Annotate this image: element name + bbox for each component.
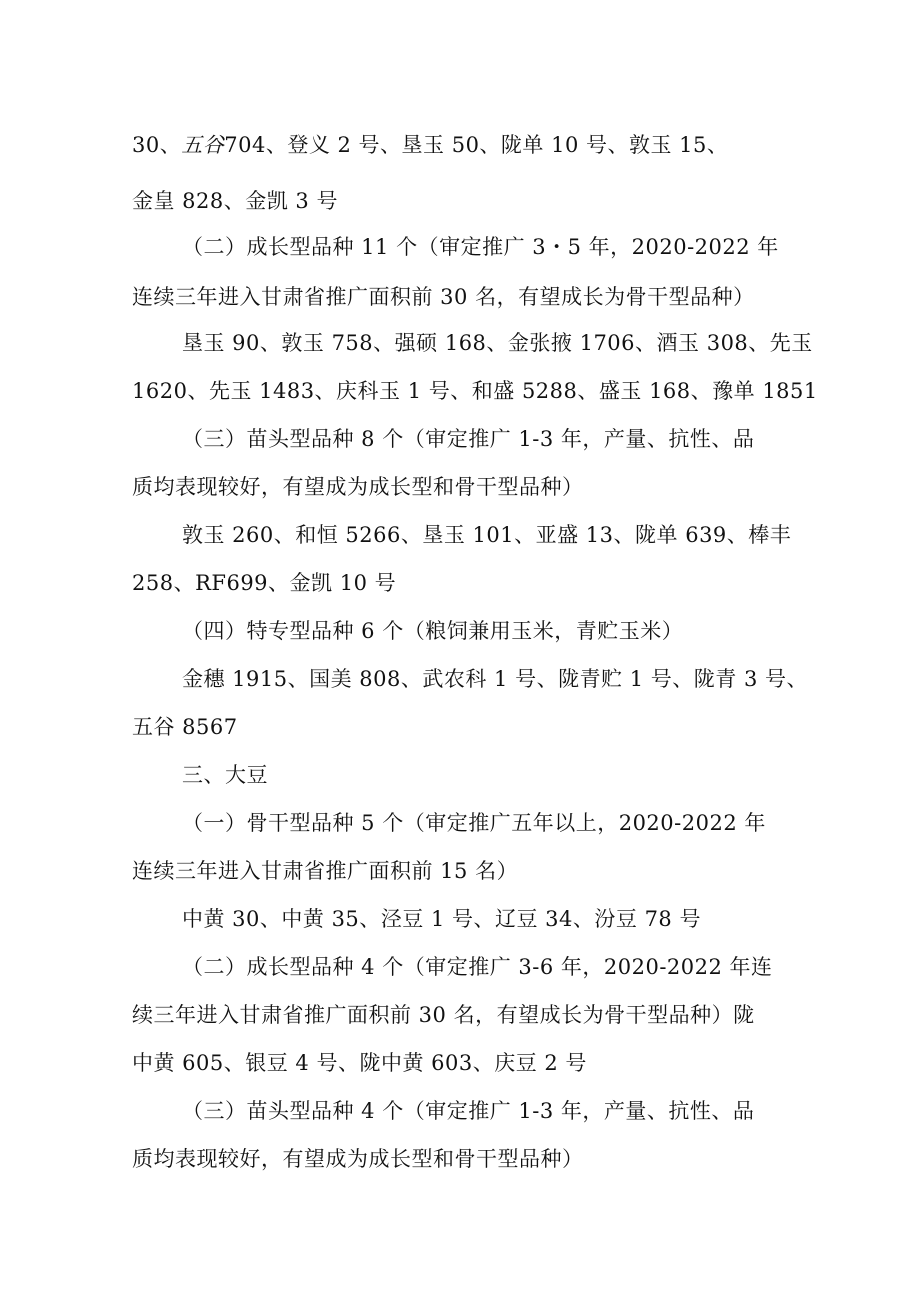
- text-line: [132, 130, 728, 160]
- text-line: 258、RF699、金凯 10 号: [132, 571, 397, 595]
- text-line: 质均表现较好，有望成为成长型和骨干型品种）: [132, 1147, 584, 1171]
- text-line: 连续三年进入甘肃省推广面积前 30 名，有望成长为骨干型品种）: [132, 285, 755, 309]
- text-line: 续三年进入甘肃省推广面积前 30 名，有望成长为骨干型品种）陇: [132, 1003, 755, 1027]
- text-line: 五谷 8567: [132, 715, 238, 739]
- italic-text-segment: 五谷: [181, 133, 225, 157]
- text-line: 质均表现较好，有望成为成长型和骨干型品种）: [132, 475, 584, 499]
- text-segment: 704、登义 2 号、垦玉 50、陇单 10 号、敦玉 15、: [224, 133, 729, 157]
- text-line: 金穗 1915、国美 808、武农科 1 号、陇青贮 1 号、陇青 3 号、: [182, 667, 809, 691]
- text-line: 敦玉 260、和恒 5266、垦玉 101、亚盛 13、陇单 639、棒丰: [182, 523, 792, 547]
- text-line: 金皇 828、金凯 3 号: [132, 189, 338, 213]
- text-line: 垦玉 90、敦玉 758、强硕 168、金张掖 1706、酒玉 308、先玉: [182, 331, 813, 355]
- section-heading: （一）骨干型品种 5 个（审定推广五年以上，2020-2022 年: [182, 811, 766, 835]
- text-line: 中黄 30、中黄 35、泾豆 1 号、辽豆 34、汾豆 78 号: [182, 907, 701, 931]
- text-line: 中黄 605、银豆 4 号、陇中黄 603、庆豆 2 号: [132, 1051, 587, 1075]
- text-line: 连续三年进入甘肃省推广面积前 15 名）: [132, 859, 519, 883]
- section-heading: （二）成长型品种 11 个（审定推广 3・5 年，2020-2022 年: [182, 235, 779, 259]
- section-heading: （三）苗头型品种 4 个（审定推广 1-3 年，产量、抗性、品: [182, 1099, 755, 1123]
- text-segment: 30、: [132, 133, 182, 157]
- chapter-heading: 三、大豆: [182, 763, 268, 787]
- section-heading: （三）苗头型品种 8 个（审定推广 1-3 年，产量、抗性、品: [182, 427, 755, 451]
- section-heading: （二）成长型品种 4 个（审定推广 3-6 年，2020-2022 年连: [182, 955, 773, 979]
- section-heading: （四）特专型品种 6 个（粮饲兼用玉米，青贮玉米）: [182, 619, 684, 643]
- text-line: 1620、先玉 1483、庆科玉 1 号、和盛 5288、盛玉 168、豫单 1851: [132, 379, 818, 403]
